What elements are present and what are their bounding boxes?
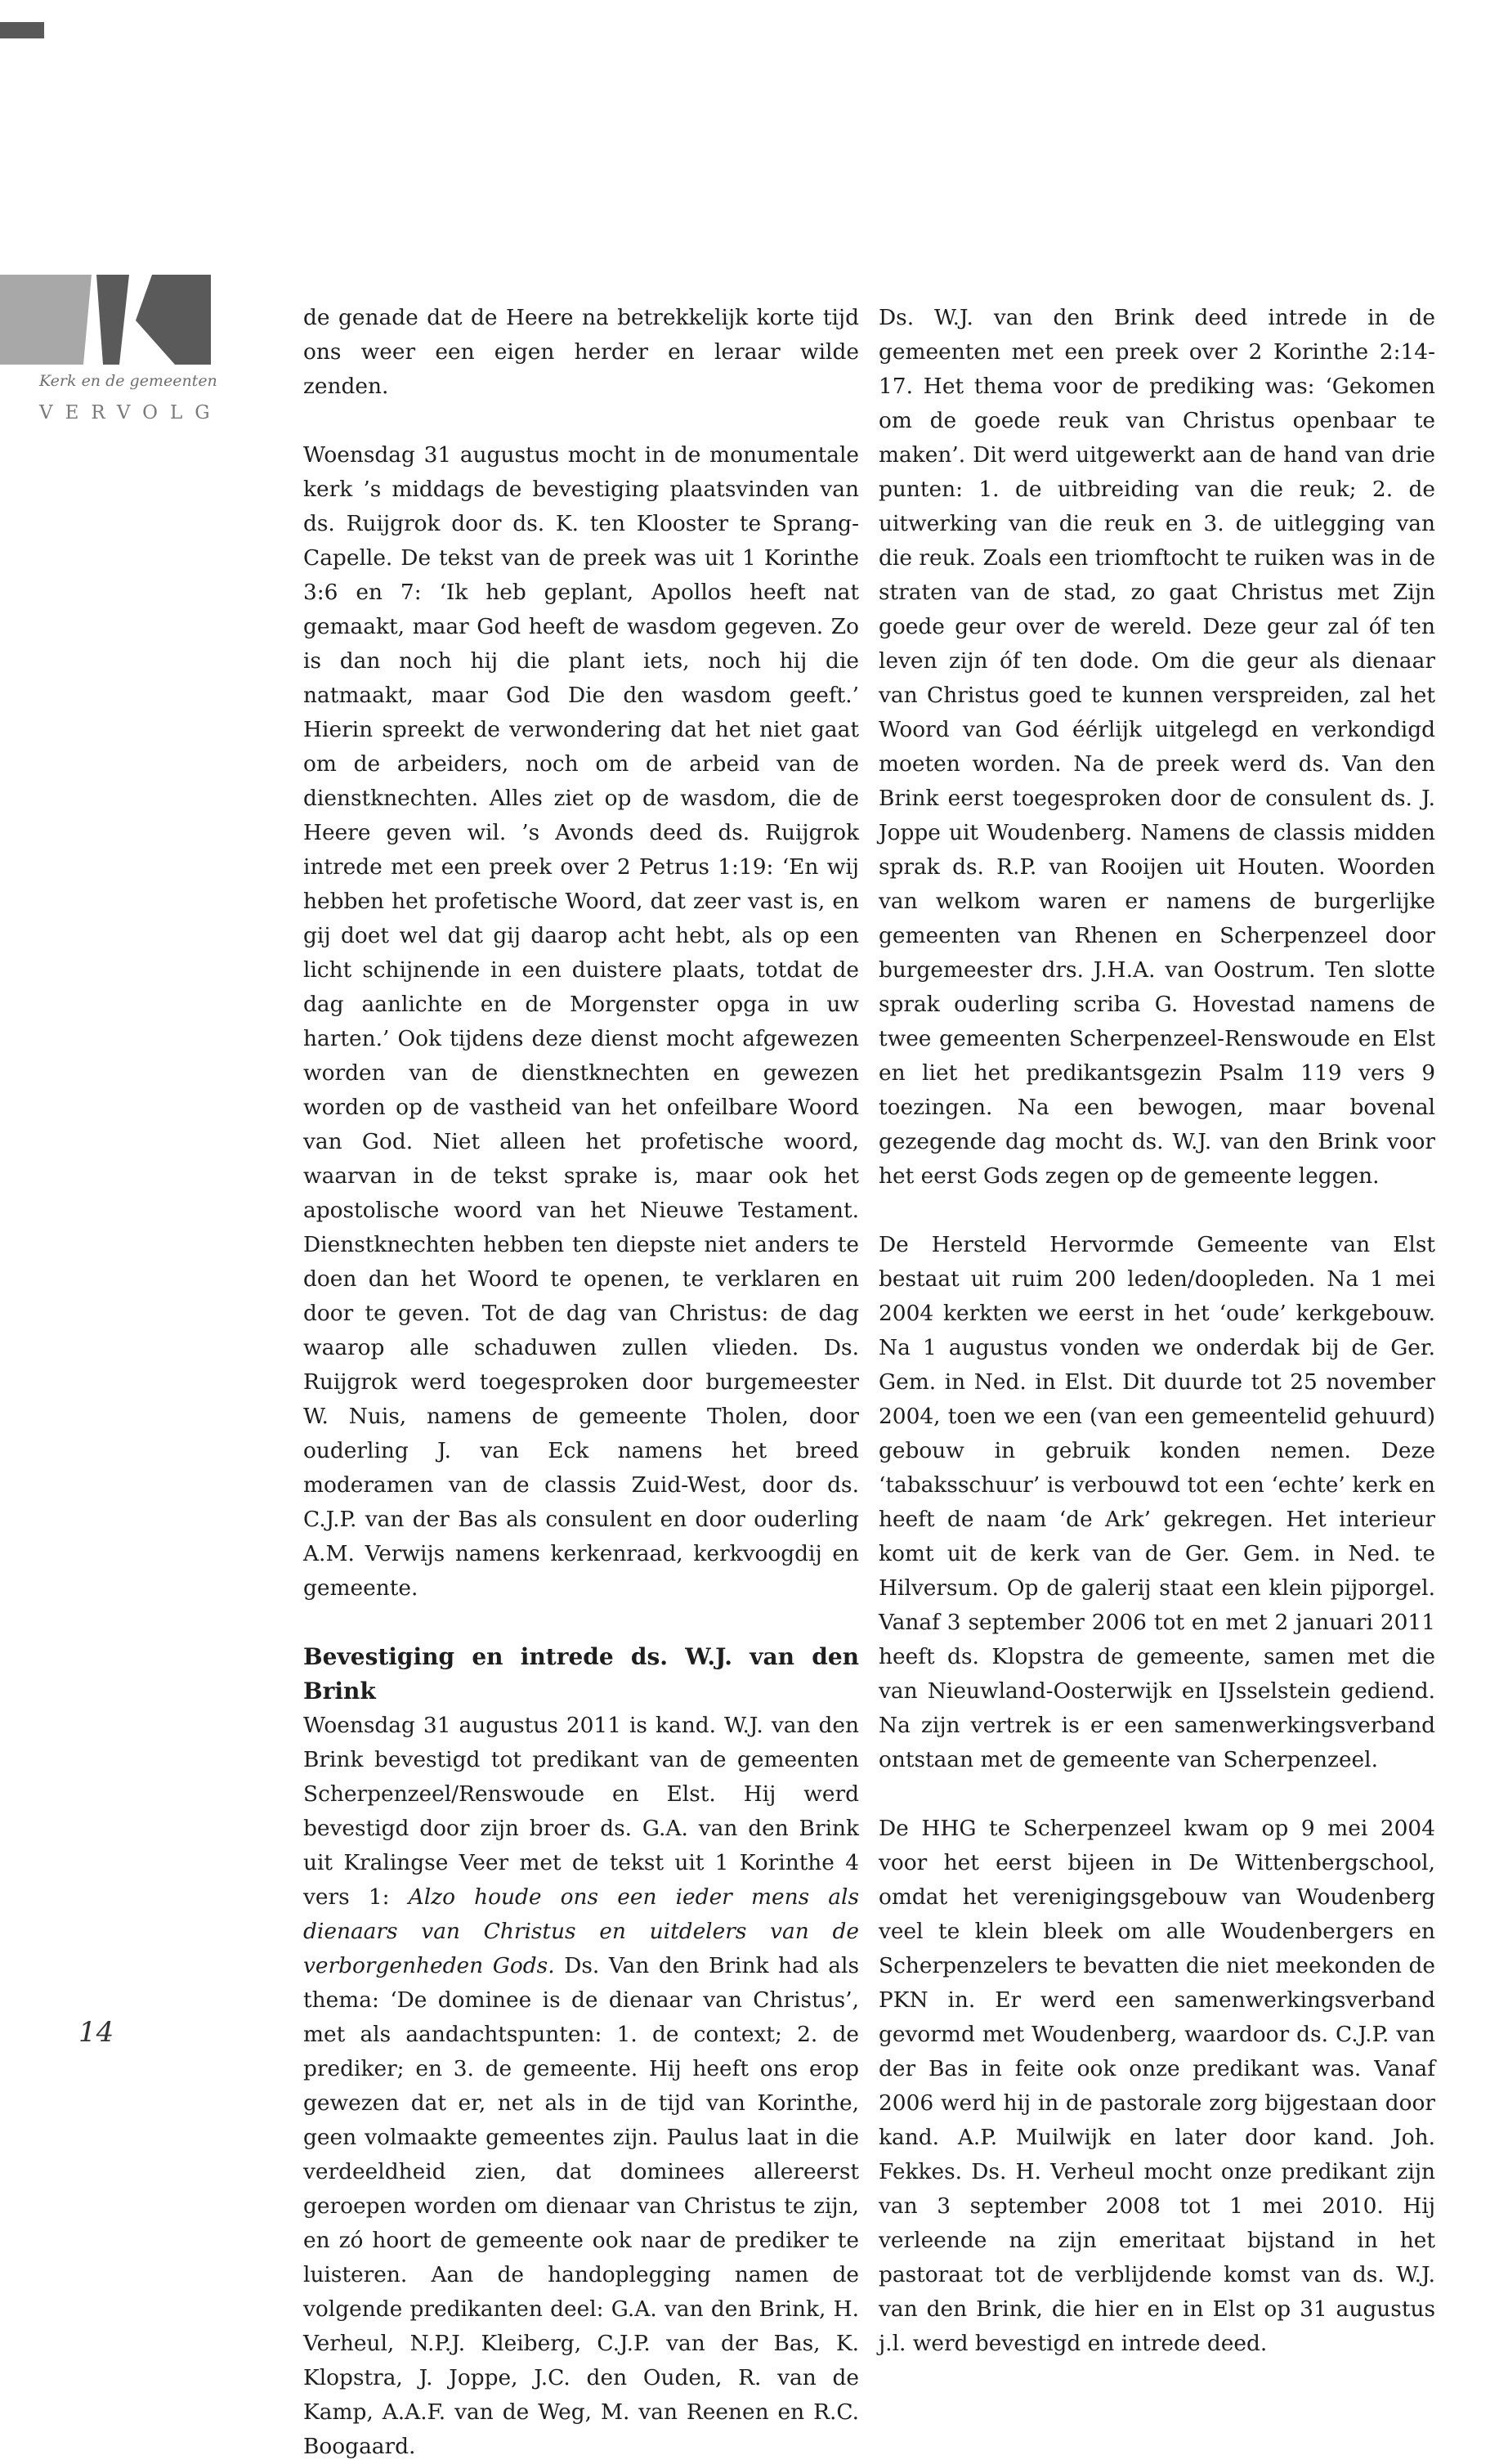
column-right xyxy=(879,301,1435,2361)
paragraph xyxy=(303,1709,859,2464)
logo-dark-arm xyxy=(136,275,211,365)
logo-light-block xyxy=(0,275,92,365)
section-label: VERVOLG xyxy=(39,402,222,423)
page-number: 14 xyxy=(78,2016,114,2049)
section-name: Kerk en de gemeenten xyxy=(39,372,217,390)
paragraph-text: Woensdag 31 augustus 2011 is kand. W.J. van den Brink bevestigd tot predikant van de gemeenten Scherpenzeel/Renswoude en Elst. Hij werd bevestigd door zijn broer ds. G.A. van den Brink uit Kralingse Veer met de tekst uit 1 Korinthe 4 vers 1: xyxy=(303,1713,859,1910)
logo-dark-stem xyxy=(96,275,129,365)
paragraph: Woensdag 31 augustus mocht in de monumentale kerk ’s middags de bevestiging plaatsvinden van ds. Ruijgrok door ds. K. ten Klooster te Sprang-Capelle. De tekst van de preek was uit 1 Korinthe 3:6 en 7: ‘Ik heb geplant, Apollos heeft nat gemaakt, maar God heeft de wasdom gegeven. Zo is dan noch hij die plant iets, noch hij die natmaakt, maar God Die den wasdom geeft.’ Hierin spreekt de verwondering dat het niet gaat om de arbeiders, noch om de arbeid van de dienstknechten. Alles ziet op de wasdom, die de Heere geven wil. ’s Avonds deed ds. Ruijgrok intrede met een preek over 2 Petrus 1:19: ‘En wij hebben het profetische Woord, dat zeer vast is, en gij doet wel dat gij daarop acht hebt, als op een licht schijnende in een duistere plaats, totdat de dag aanlichte en de Morgenster opga in uw harten.’ Ook tijdens deze dienst mocht afgewezen worden van de dienstknechten en gewezen worden op de vastheid van het onfeilbare Woord van God. Niet alleen het profetische woord, waarvan in de tekst sprake is, maar ook het apostolische woord van het Nieuwe Testament. Dienstknechten hebben ten diepste niet anders te doen dan het Woord te openen, te verklaren en door te geven. Tot de dag van Christus: de dag waarop alle schaduwen zullen vlieden. Ds. Ruijgrok werd toegesproken door burgemeester W. Nuis, namens de gemeente Tholen, door ouderling J. van Eck namens het breed moderamen van de classis Zuid-West, door ds. C.J.P. van der Bas als consulent en door ouderling A.M. Verwijs namens kerkenraad, kerkvoogdij en gemeente. xyxy=(303,442,859,1601)
paragraph: de genade dat de Heere na betrekkelijk korte tijd ons weer een eigen herder en leraar wilde zenden. xyxy=(303,305,859,399)
scripture-quote: Alzo houde ons een ieder mens als dienaars van Christus en uitdelers van de verborgenheden Gods. xyxy=(303,1884,859,1978)
paragraph: De HHG te Scherpenzeel kwam op 9 mei 2004 voor het eerst bijeen in De Wittenbergschool, omdat het verenigingsgebouw van Woudenberg veel te klein bleek om alle Woudenbergers en Scherpenzelers te bevatten die niet meekonden de PKN in. Er werd een samenwerkingsverband gevormd met Woudenberg, waardoor ds. C.J.P. van der Bas in feite ook onze predikant was. Vanaf 2006 werd hij in de pastorale zorg bijgestaan door kand. A.P. Muilwijk en later door kand. Joh. Fekkes. Ds. H. Verheul mocht onze predikant zijn van 3 september 2008 tot 1 mei 2010. Hij verleende na zijn emeritaat bijstand in het pastoraat tot de verblijdende komst van ds. W.J. van den Brink, die hier en in Elst op 31 augustus j.l. werd bevestigd en intrede deed. xyxy=(879,1816,1435,2356)
paragraph: De Hersteld Hervormde Gemeente van Elst bestaat uit ruim 200 leden/doopleden. Na 1 mei 2004 kerkten we eerst in het ‘oude’ kerkgebouw. Na 1 augustus vonden we onderdak bij de Ger. Gem. in Ned. in Elst. Dit duurde tot 25 november 2004, toen we een (van een gemeentelid gehuurd) gebouw in gebruik konden nemen. Deze ‘tabaksschuur’ is verbouwd tot een ‘echte’ kerk en heeft de naam ‘de Ark’ gekregen. Het interieur komt uit de kerk van de Ger. Gem. in Ned. te Hilversum. Op de galerij staat een klein pijporgel. Vanaf 3 september 2006 tot en met 2 januari 2011 heeft ds. Klopstra de gemeente, samen met die van Nieuwland-Oosterwijk en IJsselstein gediend. Na zijn vertrek is er een samenwerkingsverband ontstaan met de gemeente van Scherpenzeel. xyxy=(879,1232,1435,1772)
section-logo xyxy=(0,275,211,365)
paragraph: Ds. W.J. van den Brink deed intrede in de gemeenten met een preek over 2 Korinthe 2:14-17. Het thema voor de prediking was: ‘Gekomen om de goede reuk van Christus openbaar te maken’. Dit werd uitgewerkt aan de hand van drie punten: 1. de uitbreiding van die reuk; 2. de uitwerking van die reuk en 3. de uitlegging van die reuk. Zoals een triomftocht te ruiken was in de straten van de stad, zo gaat Christus met Zijn goede geur over de wereld. Deze geur zal óf ten leven zijn óf ten dode. Om die geur als dienaar van Christus goed te kunnen verspreiden, zal het Woord van God éérlijk uitgelegd en verkondigd moeten worden. Na de preek werd ds. Van den Brink eerst toegesproken door de consulent ds. J. Joppe uit Woudenberg. Namens de classis midden sprak ds. R.P. van Rooijen uit Houten. Woorden van welkom waren er namens de burgerlijke gemeenten van Rhenen en Scherpenzeel door burgemeester drs. J.H.A. van Oostrum. Ten slotte sprak ouderling scriba G. Hovestad namens de twee gemeenten Scherpenzeel-Renswoude en Elst en liet het predikantsgezin Psalm 119 vers 9 toezingen. Na een bewogen, maar bovenal gezegende dag mocht ds. W.J. van den Brink voor het eerst Gods zegen op de gemeente leggen. xyxy=(879,305,1435,1189)
section-heading: Bevestiging en intrede ds. W.J. van den Brink xyxy=(303,1643,859,1705)
paragraph-text: Ds. Van den Brink had als thema: ‘De dominee is de dienaar van Christus’, met als aandachtspunten: 1. de context; 2. de prediker; en 3. de gemeente. Hij heeft ons erop gewezen dat er, net als in de tijd van Korinthe, geen volmaakte gemeentes zijn. Paulus laat in die verdeeldheid zien, dat dominees allereerst geroepen worden om dienaar van Christus te zijn, en zó hoort de gemeente ook naar de prediker te luisteren. Aan de handoplegging namen de volgende predikanten deel: G.A. van den Brink, H. Verheul, N.P.J. Kleiberg, C.J.P. van der Bas, K. Klopstra, J. Joppe, J.C. den Ouden, R. van de Kamp, A.A.F. van de Weg, M. van Reenen en R.C. Boogaard. xyxy=(303,1953,860,2459)
column-left xyxy=(303,301,859,2464)
corner-mark xyxy=(0,22,44,38)
